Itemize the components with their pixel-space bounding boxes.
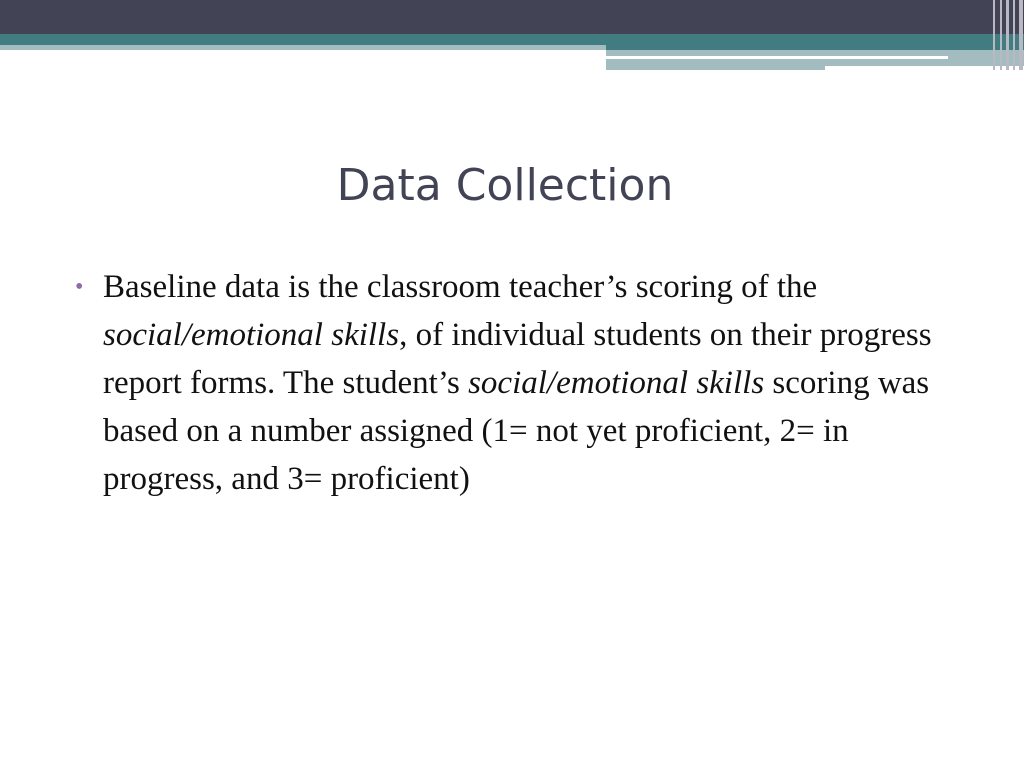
bullet-text: scoring was based on a number assigned (1= not yet proficient, 2= in progress, and 3= proficient) (103, 365, 930, 497)
bullet-text: , of individual students on their progress report forms. The student’s (103, 317, 932, 401)
slide-title: Data Collection (336, 160, 674, 211)
bullet-item (75, 263, 953, 503)
header-decor-line (1006, 0, 1009, 70)
header-decor-line (1013, 0, 1015, 70)
bullet-emphasis: social/emotional skills (468, 365, 765, 401)
header-decor-line (993, 0, 995, 70)
header-divider (606, 56, 948, 59)
header-decor-line (1000, 0, 1002, 70)
header-accent-strip (0, 45, 606, 50)
bullet-text: Baseline data is the classroom teacher’s scoring of the (103, 269, 818, 305)
bullet-emphasis: social/emotional skills (103, 317, 400, 353)
header-decor-line (1019, 0, 1023, 70)
header-band (0, 0, 1024, 34)
bullet-icon: • (75, 274, 84, 300)
